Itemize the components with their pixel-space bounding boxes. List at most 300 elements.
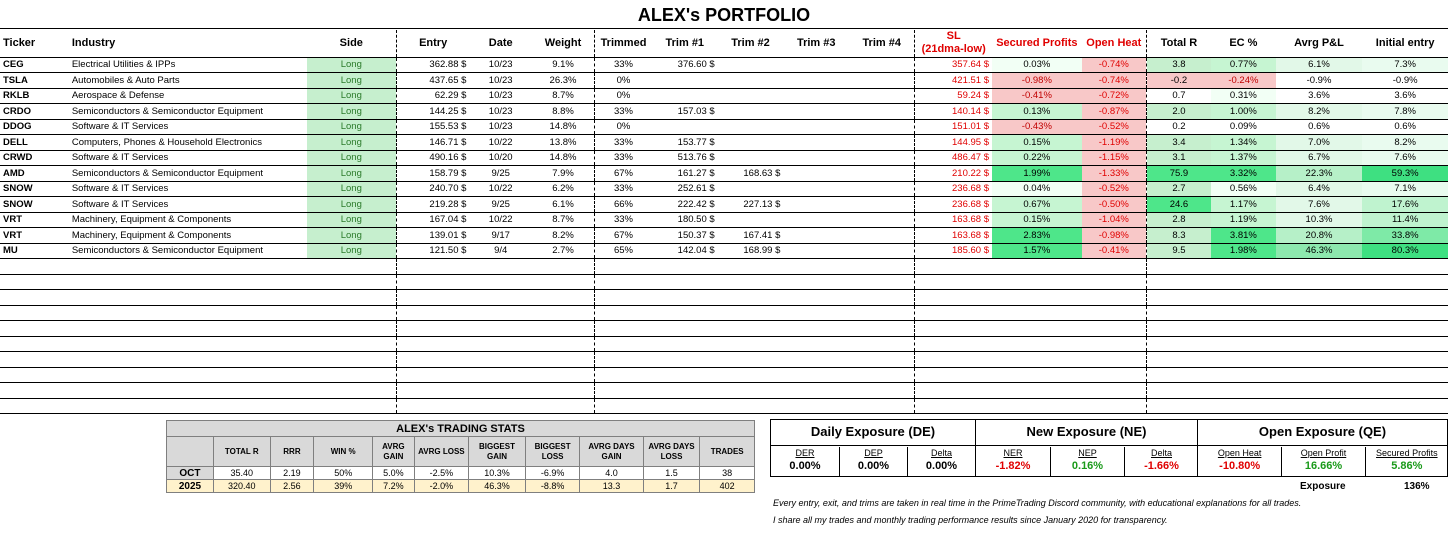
cell-ec[interactable]	[1211, 321, 1276, 337]
cell-sl[interactable]	[915, 305, 992, 321]
cell-weight[interactable]: 14.8%	[532, 119, 595, 135]
cell-trim4[interactable]	[849, 243, 915, 259]
cell-totalr[interactable]: 2.0	[1146, 104, 1211, 120]
cell-trimmed[interactable]: 66%	[595, 197, 652, 213]
cell-entry[interactable]	[396, 352, 469, 368]
cell-trim4[interactable]	[849, 73, 915, 89]
cell-entry[interactable]	[396, 290, 469, 306]
cell-trim2[interactable]	[718, 383, 784, 399]
cell-trim2[interactable]	[718, 181, 784, 197]
cell-side[interactable]	[307, 352, 397, 368]
cell-totalr[interactable]	[1146, 321, 1211, 337]
cell-entry[interactable]: 144.25 $	[396, 104, 469, 120]
cell-trimmed[interactable]: 33%	[595, 104, 652, 120]
cell-initial[interactable]: 3.6%	[1362, 88, 1448, 104]
cell-sl[interactable]: 140.14 $	[915, 104, 992, 120]
cell-weight[interactable]: 26.3%	[532, 73, 595, 89]
cell-trim1[interactable]	[652, 73, 718, 89]
cell-trim3[interactable]	[783, 181, 849, 197]
cell-entry[interactable]	[396, 398, 469, 414]
cell-sl[interactable]	[915, 290, 992, 306]
cell-weight[interactable]: 8.7%	[532, 88, 595, 104]
cell-trim4[interactable]	[849, 259, 915, 275]
cell-trim1[interactable]: 153.77 $	[652, 135, 718, 151]
cell-avgpl[interactable]: 6.1%	[1276, 57, 1363, 73]
cell-date[interactable]	[469, 290, 532, 306]
cell-entry[interactable]	[396, 383, 469, 399]
cell-trim3[interactable]	[783, 57, 849, 73]
cell-entry[interactable]: 139.01 $	[396, 228, 469, 244]
cell-side[interactable]: Long	[307, 104, 397, 120]
cell-weight[interactable]	[532, 259, 595, 275]
cell-trim4[interactable]	[849, 274, 915, 290]
cell-trim2[interactable]	[718, 321, 784, 337]
cell-trim1[interactable]	[652, 352, 718, 368]
cell-entry[interactable]	[396, 259, 469, 275]
cell-trim2[interactable]	[718, 398, 784, 414]
cell-date[interactable]: 10/22	[469, 135, 532, 151]
cell-trim4[interactable]	[849, 336, 915, 352]
cell-ec[interactable]: -0.24%	[1211, 73, 1276, 89]
cell-totalr[interactable]	[1146, 336, 1211, 352]
cell-industry[interactable]: Software & IT Services	[69, 197, 307, 213]
cell-ec[interactable]	[1211, 290, 1276, 306]
cell-date[interactable]: 10/23	[469, 119, 532, 135]
cell-avgpl[interactable]	[1276, 290, 1363, 306]
cell-heat[interactable]: -1.33%	[1082, 166, 1147, 182]
cell-trim3[interactable]	[783, 73, 849, 89]
cell-sl[interactable]: 163.68 $	[915, 212, 992, 228]
cell-weight[interactable]: 8.7%	[532, 212, 595, 228]
cell-entry[interactable]	[396, 367, 469, 383]
cell-industry[interactable]	[69, 383, 307, 399]
cell-trim2[interactable]	[718, 290, 784, 306]
cell-side[interactable]	[307, 290, 397, 306]
cell-trimmed[interactable]	[595, 305, 652, 321]
cell-trimmed[interactable]	[595, 352, 652, 368]
cell-trim1[interactable]	[652, 88, 718, 104]
cell-secured[interactable]: 0.67%	[992, 197, 1082, 213]
cell-initial[interactable]	[1362, 367, 1448, 383]
cell-initial[interactable]: 33.8%	[1362, 228, 1448, 244]
cell-secured[interactable]	[992, 321, 1082, 337]
cell-avgpl[interactable]: 6.4%	[1276, 181, 1363, 197]
cell-date[interactable]	[469, 367, 532, 383]
cell-trim1[interactable]: 180.50 $	[652, 212, 718, 228]
cell-weight[interactable]: 6.1%	[532, 197, 595, 213]
cell-totalr[interactable]	[1146, 398, 1211, 414]
cell-ticker[interactable]: RKLB	[0, 88, 69, 104]
cell-weight[interactable]: 13.8%	[532, 135, 595, 151]
cell-sl[interactable]: 163.68 $	[915, 228, 992, 244]
cell-trim4[interactable]	[849, 228, 915, 244]
cell-totalr[interactable]: 75.9	[1146, 166, 1211, 182]
cell-trim4[interactable]	[849, 119, 915, 135]
cell-date[interactable]: 10/20	[469, 150, 532, 166]
cell-ticker[interactable]: SNOW	[0, 197, 69, 213]
cell-totalr[interactable]	[1146, 352, 1211, 368]
cell-ticker[interactable]	[0, 367, 69, 383]
cell-heat[interactable]	[1082, 274, 1147, 290]
cell-date[interactable]	[469, 398, 532, 414]
cell-trim4[interactable]	[849, 166, 915, 182]
cell-entry[interactable]: 62.29 $	[396, 88, 469, 104]
cell-ticker[interactable]: CRWD	[0, 150, 69, 166]
cell-avgpl[interactable]: 6.7%	[1276, 150, 1363, 166]
cell-ticker[interactable]: AMD	[0, 166, 69, 182]
cell-secured[interactable]	[992, 274, 1082, 290]
cell-totalr[interactable]	[1146, 259, 1211, 275]
cell-trim3[interactable]	[783, 259, 849, 275]
cell-date[interactable]: 10/23	[469, 104, 532, 120]
cell-trimmed[interactable]: 67%	[595, 228, 652, 244]
cell-date[interactable]	[469, 352, 532, 368]
cell-secured[interactable]: 0.04%	[992, 181, 1082, 197]
cell-trim3[interactable]	[783, 336, 849, 352]
cell-avgpl[interactable]	[1276, 352, 1363, 368]
cell-trim2[interactable]	[718, 104, 784, 120]
cell-ticker[interactable]: CRDO	[0, 104, 69, 120]
cell-trimmed[interactable]: 33%	[595, 212, 652, 228]
cell-trim1[interactable]	[652, 367, 718, 383]
cell-side[interactable]: Long	[307, 228, 397, 244]
cell-trim3[interactable]	[783, 166, 849, 182]
cell-trim4[interactable]	[849, 212, 915, 228]
cell-secured[interactable]: 0.13%	[992, 104, 1082, 120]
cell-secured[interactable]: 0.22%	[992, 150, 1082, 166]
cell-weight[interactable]	[532, 398, 595, 414]
cell-trim1[interactable]: 252.61 $	[652, 181, 718, 197]
cell-industry[interactable]	[69, 367, 307, 383]
cell-initial[interactable]: 7.6%	[1362, 150, 1448, 166]
cell-avgpl[interactable]	[1276, 398, 1363, 414]
cell-industry[interactable]: Computers, Phones & Household Electronics	[69, 135, 307, 151]
cell-weight[interactable]	[532, 352, 595, 368]
cell-sl[interactable]	[915, 352, 992, 368]
cell-heat[interactable]: -0.74%	[1082, 73, 1147, 89]
cell-heat[interactable]: -0.52%	[1082, 119, 1147, 135]
cell-trim1[interactable]	[652, 274, 718, 290]
cell-date[interactable]	[469, 336, 532, 352]
cell-trim3[interactable]	[783, 150, 849, 166]
cell-entry[interactable]: 158.79 $	[396, 166, 469, 182]
cell-ec[interactable]: 1.19%	[1211, 212, 1276, 228]
cell-trim3[interactable]	[783, 135, 849, 151]
cell-ec[interactable]: 3.81%	[1211, 228, 1276, 244]
cell-secured[interactable]	[992, 352, 1082, 368]
cell-ec[interactable]	[1211, 336, 1276, 352]
cell-trim1[interactable]: 142.04 $	[652, 243, 718, 259]
cell-secured[interactable]	[992, 305, 1082, 321]
cell-trim2[interactable]	[718, 305, 784, 321]
cell-trim2[interactable]	[718, 119, 784, 135]
cell-secured[interactable]	[992, 398, 1082, 414]
cell-date[interactable]	[469, 259, 532, 275]
cell-ec[interactable]: 0.77%	[1211, 57, 1276, 73]
cell-secured[interactable]: 0.03%	[992, 57, 1082, 73]
cell-side[interactable]	[307, 305, 397, 321]
cell-trimmed[interactable]	[595, 290, 652, 306]
cell-entry[interactable]: 167.04 $	[396, 212, 469, 228]
cell-trim3[interactable]	[783, 212, 849, 228]
cell-heat[interactable]: -0.98%	[1082, 228, 1147, 244]
cell-ec[interactable]: 1.17%	[1211, 197, 1276, 213]
cell-industry[interactable]	[69, 274, 307, 290]
cell-trim2[interactable]	[718, 135, 784, 151]
cell-secured[interactable]: -0.98%	[992, 73, 1082, 89]
cell-entry[interactable]	[396, 274, 469, 290]
cell-trim2[interactable]	[718, 367, 784, 383]
cell-entry[interactable]: 437.65 $	[396, 73, 469, 89]
cell-avgpl[interactable]	[1276, 305, 1363, 321]
cell-trim3[interactable]	[783, 104, 849, 120]
cell-trim4[interactable]	[849, 135, 915, 151]
cell-trim2[interactable]	[718, 274, 784, 290]
cell-entry[interactable]: 490.16 $	[396, 150, 469, 166]
cell-side[interactable]: Long	[307, 88, 397, 104]
cell-date[interactable]	[469, 383, 532, 399]
cell-totalr[interactable]	[1146, 367, 1211, 383]
cell-trimmed[interactable]: 33%	[595, 135, 652, 151]
cell-trim1[interactable]	[652, 290, 718, 306]
cell-trim1[interactable]	[652, 259, 718, 275]
cell-side[interactable]: Long	[307, 57, 397, 73]
cell-initial[interactable]	[1362, 336, 1448, 352]
cell-weight[interactable]	[532, 274, 595, 290]
cell-entry[interactable]: 146.71 $	[396, 135, 469, 151]
cell-totalr[interactable]: 3.4	[1146, 135, 1211, 151]
cell-side[interactable]	[307, 383, 397, 399]
cell-ticker[interactable]: VRT	[0, 228, 69, 244]
cell-trim2[interactable]: 167.41 $	[718, 228, 784, 244]
cell-avgpl[interactable]: 20.8%	[1276, 228, 1363, 244]
cell-trimmed[interactable]	[595, 336, 652, 352]
cell-trim4[interactable]	[849, 104, 915, 120]
cell-weight[interactable]	[532, 290, 595, 306]
cell-sl[interactable]	[915, 321, 992, 337]
cell-trim4[interactable]	[849, 352, 915, 368]
cell-industry[interactable]	[69, 321, 307, 337]
cell-ticker[interactable]: TSLA	[0, 73, 69, 89]
cell-sl[interactable]: 421.51 $	[915, 73, 992, 89]
cell-ec[interactable]: 1.00%	[1211, 104, 1276, 120]
cell-ticker[interactable]	[0, 259, 69, 275]
cell-heat[interactable]	[1082, 305, 1147, 321]
cell-secured[interactable]: 2.83%	[992, 228, 1082, 244]
cell-trim3[interactable]	[783, 305, 849, 321]
cell-trim3[interactable]	[783, 119, 849, 135]
cell-weight[interactable]: 8.8%	[532, 104, 595, 120]
cell-trimmed[interactable]	[595, 274, 652, 290]
cell-secured[interactable]: 0.15%	[992, 135, 1082, 151]
cell-ec[interactable]: 1.98%	[1211, 243, 1276, 259]
cell-trim2[interactable]: 168.99 $	[718, 243, 784, 259]
cell-totalr[interactable]: 3.8	[1146, 57, 1211, 73]
cell-trim2[interactable]	[718, 57, 784, 73]
cell-entry[interactable]	[396, 305, 469, 321]
cell-initial[interactable]: 7.8%	[1362, 104, 1448, 120]
cell-trim2[interactable]	[718, 212, 784, 228]
cell-side[interactable]: Long	[307, 166, 397, 182]
cell-ticker[interactable]	[0, 321, 69, 337]
cell-entry[interactable]: 155.53 $	[396, 119, 469, 135]
cell-trim4[interactable]	[849, 398, 915, 414]
cell-ec[interactable]: 1.34%	[1211, 135, 1276, 151]
cell-trim3[interactable]	[783, 367, 849, 383]
cell-avgpl[interactable]: 10.3%	[1276, 212, 1363, 228]
cell-industry[interactable]: Machinery, Equipment & Components	[69, 228, 307, 244]
cell-trim2[interactable]: 227.13 $	[718, 197, 784, 213]
cell-trim4[interactable]	[849, 57, 915, 73]
cell-weight[interactable]	[532, 305, 595, 321]
cell-heat[interactable]	[1082, 398, 1147, 414]
cell-trim3[interactable]	[783, 88, 849, 104]
cell-initial[interactable]	[1362, 259, 1448, 275]
cell-avgpl[interactable]: 8.2%	[1276, 104, 1363, 120]
cell-ticker[interactable]: VRT	[0, 212, 69, 228]
cell-heat[interactable]	[1082, 367, 1147, 383]
cell-sl[interactable]: 236.68 $	[915, 197, 992, 213]
cell-initial[interactable]	[1362, 321, 1448, 337]
cell-trim3[interactable]	[783, 228, 849, 244]
cell-avgpl[interactable]	[1276, 259, 1363, 275]
cell-avgpl[interactable]	[1276, 336, 1363, 352]
cell-heat[interactable]	[1082, 336, 1147, 352]
cell-heat[interactable]: -0.41%	[1082, 243, 1147, 259]
cell-weight[interactable]: 14.8%	[532, 150, 595, 166]
cell-trim4[interactable]	[849, 197, 915, 213]
cell-totalr[interactable]: -0.2	[1146, 73, 1211, 89]
cell-totalr[interactable]	[1146, 274, 1211, 290]
cell-date[interactable]: 10/23	[469, 73, 532, 89]
cell-initial[interactable]: 8.2%	[1362, 135, 1448, 151]
cell-trim1[interactable]	[652, 321, 718, 337]
cell-secured[interactable]	[992, 290, 1082, 306]
cell-trim4[interactable]	[849, 181, 915, 197]
cell-avgpl[interactable]: 0.6%	[1276, 119, 1363, 135]
cell-heat[interactable]	[1082, 259, 1147, 275]
cell-trim4[interactable]	[849, 290, 915, 306]
cell-weight[interactable]	[532, 321, 595, 337]
cell-ticker[interactable]: DELL	[0, 135, 69, 151]
cell-trim4[interactable]	[849, 305, 915, 321]
cell-entry[interactable]: 362.88 $	[396, 57, 469, 73]
cell-trimmed[interactable]	[595, 259, 652, 275]
cell-initial[interactable]: 59.3%	[1362, 166, 1448, 182]
cell-avgpl[interactable]: 22.3%	[1276, 166, 1363, 182]
cell-ticker[interactable]	[0, 398, 69, 414]
cell-ec[interactable]	[1211, 367, 1276, 383]
cell-sl[interactable]	[915, 367, 992, 383]
cell-initial[interactable]	[1362, 398, 1448, 414]
cell-industry[interactable]	[69, 290, 307, 306]
cell-trim1[interactable]	[652, 383, 718, 399]
cell-totalr[interactable]: 2.7	[1146, 181, 1211, 197]
cell-avgpl[interactable]: 7.6%	[1276, 197, 1363, 213]
cell-weight[interactable]	[532, 336, 595, 352]
cell-sl[interactable]: 236.68 $	[915, 181, 992, 197]
cell-secured[interactable]: 1.57%	[992, 243, 1082, 259]
cell-sl[interactable]	[915, 274, 992, 290]
cell-trim2[interactable]	[718, 352, 784, 368]
cell-industry[interactable]: Software & IT Services	[69, 119, 307, 135]
cell-industry[interactable]: Semiconductors & Semiconductor Equipment	[69, 166, 307, 182]
cell-entry[interactable]: 240.70 $	[396, 181, 469, 197]
cell-heat[interactable]	[1082, 352, 1147, 368]
cell-ec[interactable]	[1211, 259, 1276, 275]
cell-trim3[interactable]	[783, 290, 849, 306]
cell-trim4[interactable]	[849, 88, 915, 104]
cell-trim3[interactable]	[783, 243, 849, 259]
cell-totalr[interactable]: 0.2	[1146, 119, 1211, 135]
cell-side[interactable]: Long	[307, 212, 397, 228]
cell-side[interactable]: Long	[307, 181, 397, 197]
cell-sl[interactable]: 486.47 $	[915, 150, 992, 166]
cell-heat[interactable]	[1082, 321, 1147, 337]
cell-ticker[interactable]	[0, 290, 69, 306]
cell-side[interactable]	[307, 367, 397, 383]
cell-side[interactable]	[307, 336, 397, 352]
cell-weight[interactable]: 9.1%	[532, 57, 595, 73]
cell-trim3[interactable]	[783, 398, 849, 414]
cell-trimmed[interactable]	[595, 321, 652, 337]
cell-ticker[interactable]	[0, 274, 69, 290]
cell-sl[interactable]: 151.01 $	[915, 119, 992, 135]
cell-industry[interactable]: Software & IT Services	[69, 150, 307, 166]
cell-side[interactable]: Long	[307, 243, 397, 259]
cell-ec[interactable]: 3.32%	[1211, 166, 1276, 182]
cell-sl[interactable]	[915, 383, 992, 399]
cell-entry[interactable]: 121.50 $	[396, 243, 469, 259]
cell-initial[interactable]	[1362, 305, 1448, 321]
cell-trim1[interactable]	[652, 305, 718, 321]
cell-trimmed[interactable]: 33%	[595, 181, 652, 197]
cell-ec[interactable]: 0.09%	[1211, 119, 1276, 135]
cell-trim1[interactable]	[652, 119, 718, 135]
cell-ec[interactable]: 1.37%	[1211, 150, 1276, 166]
cell-date[interactable]: 9/4	[469, 243, 532, 259]
cell-ec[interactable]: 0.31%	[1211, 88, 1276, 104]
cell-ec[interactable]	[1211, 274, 1276, 290]
cell-totalr[interactable]	[1146, 383, 1211, 399]
cell-trimmed[interactable]	[595, 398, 652, 414]
cell-industry[interactable]: Automobiles & Auto Parts	[69, 73, 307, 89]
cell-side[interactable]: Long	[307, 150, 397, 166]
cell-heat[interactable]: -0.87%	[1082, 104, 1147, 120]
cell-trimmed[interactable]: 0%	[595, 88, 652, 104]
cell-date[interactable]: 10/23	[469, 88, 532, 104]
cell-avgpl[interactable]: -0.9%	[1276, 73, 1363, 89]
cell-secured[interactable]: 1.99%	[992, 166, 1082, 182]
cell-industry[interactable]: Semiconductors & Semiconductor Equipment	[69, 243, 307, 259]
cell-avgpl[interactable]: 3.6%	[1276, 88, 1363, 104]
cell-initial[interactable]: 17.6%	[1362, 197, 1448, 213]
cell-industry[interactable]: Semiconductors & Semiconductor Equipment	[69, 104, 307, 120]
cell-trim2[interactable]	[718, 259, 784, 275]
cell-entry[interactable]	[396, 321, 469, 337]
cell-weight[interactable]: 8.2%	[532, 228, 595, 244]
cell-trimmed[interactable]: 33%	[595, 57, 652, 73]
cell-avgpl[interactable]	[1276, 321, 1363, 337]
cell-trim2[interactable]: 168.63 $	[718, 166, 784, 182]
cell-secured[interactable]: -0.41%	[992, 88, 1082, 104]
cell-avgpl[interactable]: 7.0%	[1276, 135, 1363, 151]
cell-heat[interactable]: -0.74%	[1082, 57, 1147, 73]
cell-avgpl[interactable]	[1276, 383, 1363, 399]
cell-industry[interactable]: Aerospace & Defense	[69, 88, 307, 104]
cell-initial[interactable]	[1362, 352, 1448, 368]
cell-ticker[interactable]: MU	[0, 243, 69, 259]
